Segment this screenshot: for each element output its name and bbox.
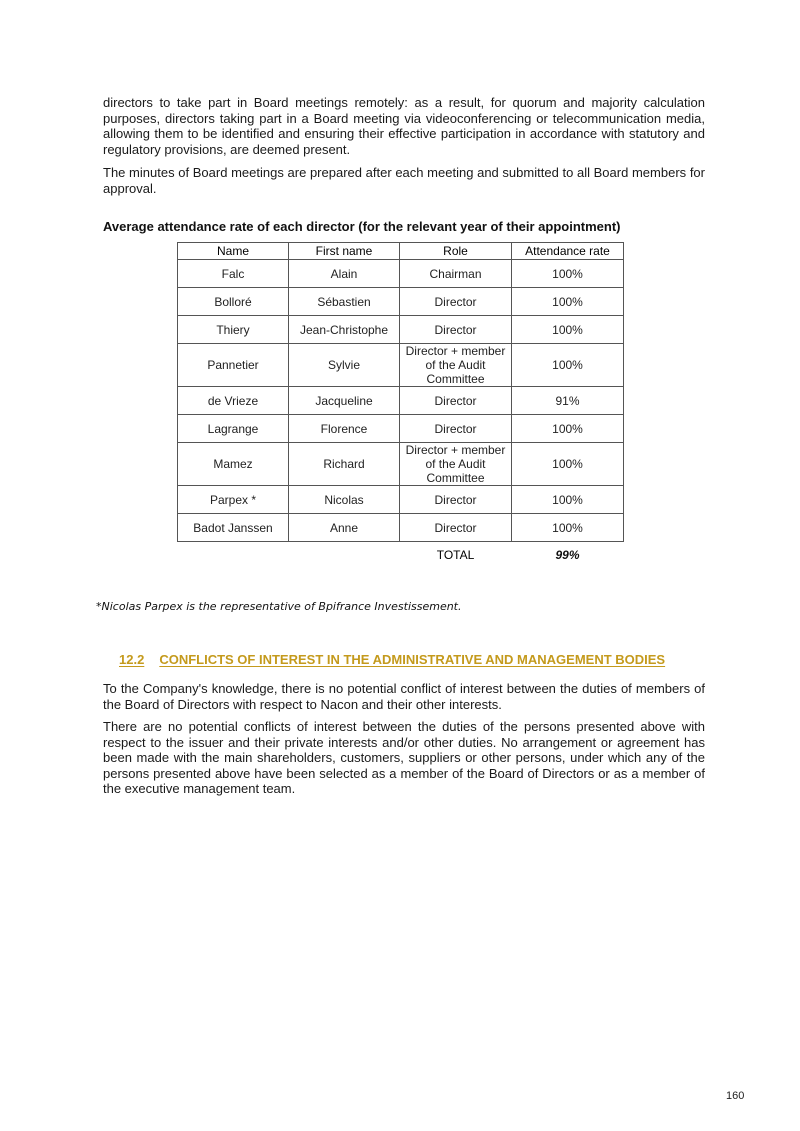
section-number: 12.2 xyxy=(119,652,145,667)
cell-first-name: Jean-Christophe xyxy=(289,316,400,344)
total-value: 99% xyxy=(555,548,580,562)
cell-role: Director xyxy=(400,415,512,443)
table-row xyxy=(178,443,624,486)
cell-name: Mamez xyxy=(178,443,289,486)
cell-role: Director + member of the Audit Committee xyxy=(400,344,512,387)
total-label: TOTAL xyxy=(436,548,475,562)
cell-first-name: Nicolas xyxy=(289,486,400,514)
column-header-role: Role xyxy=(400,243,512,260)
table-row xyxy=(178,486,624,514)
table-row xyxy=(178,344,624,387)
table-row xyxy=(178,260,624,288)
cell-name: Parpex * xyxy=(178,486,289,514)
cell-name: Badot Janssen xyxy=(178,514,289,542)
paragraph-board-remote-participation: directors to take part in Board meetings remotely: as a result, for quorum and majority calculation purposes, directors taking part in a Board meeting via videoconferencing or telecommunication media, allowing them to be identified and ensuring their effective participation in accordance with statutory and regulatory provisions, are deemed present. xyxy=(103,95,705,157)
cell-first-name: Florence xyxy=(289,415,400,443)
table-header-row xyxy=(178,243,624,260)
cell-attendance-rate: 100% xyxy=(512,344,624,387)
footnote: *Nicolas Parpex is the representative of Bpifrance Investissement. xyxy=(96,600,462,613)
cell-first-name: Sébastien xyxy=(289,288,400,316)
cell-attendance-rate: 100% xyxy=(512,316,624,344)
cell-attendance-rate: 100% xyxy=(512,486,624,514)
cell-first-name: Anne xyxy=(289,514,400,542)
column-header-attendance-rate: Attendance rate xyxy=(512,243,624,260)
cell-role: Director + member of the Audit Committee xyxy=(400,443,512,486)
table-row xyxy=(178,514,624,542)
page-number: 160 xyxy=(726,1090,745,1102)
paragraph-conflict-knowledge: To the Company's knowledge, there is no potential conflict of interest between the duties of members of the Board of Directors with respect to Nacon and their other interests. xyxy=(103,681,705,712)
table-row xyxy=(178,288,624,316)
cell-role: Director xyxy=(400,387,512,415)
section-heading xyxy=(119,652,665,667)
cell-attendance-rate: 100% xyxy=(512,514,624,542)
cell-attendance-rate: 91% xyxy=(512,387,624,415)
cell-role: Director xyxy=(400,514,512,542)
cell-attendance-rate: 100% xyxy=(512,415,624,443)
cell-name: Falc xyxy=(178,260,289,288)
cell-first-name: Jacqueline xyxy=(289,387,400,415)
paragraph-no-conflicts: There are no potential conflicts of interest between the duties of the persons presented above with respect to the issuer and their private interests and/or other duties. No arrangement or agreement has been made with the main shareholders, customers, suppliers or other persons, under which any of the persons presented above have been selected as a member of the Board of Directors or as a member of the executive management team. xyxy=(103,719,705,796)
cell-name: Thiery xyxy=(178,316,289,344)
cell-name: Pannetier xyxy=(178,344,289,387)
column-header-name: Name xyxy=(178,243,289,260)
cell-name: Bolloré xyxy=(178,288,289,316)
cell-role: Director xyxy=(400,316,512,344)
cell-first-name: Sylvie xyxy=(289,344,400,387)
paragraph-board-minutes: The minutes of Board meetings are prepared after each meeting and submitted to all Board members for approval. xyxy=(103,165,705,196)
cell-role: Chairman xyxy=(400,260,512,288)
cell-role: Director xyxy=(400,288,512,316)
table-row xyxy=(178,387,624,415)
column-header-first-name: First name xyxy=(289,243,400,260)
table-row xyxy=(178,415,624,443)
section-title: CONFLICTS OF INTEREST IN THE ADMINISTRATIVE AND MANAGEMENT BODIES xyxy=(159,652,666,667)
attendance-table-title: Average attendance rate of each director (for the relevant year of their appointment) xyxy=(103,219,621,234)
cell-first-name: Alain xyxy=(289,260,400,288)
table-row xyxy=(178,316,624,344)
cell-name: de Vrieze xyxy=(178,387,289,415)
table-total-row xyxy=(178,542,624,569)
cell-first-name: Richard xyxy=(289,443,400,486)
attendance-table xyxy=(177,242,624,568)
cell-attendance-rate: 100% xyxy=(512,443,624,486)
cell-name: Lagrange xyxy=(178,415,289,443)
cell-role: Director xyxy=(400,486,512,514)
cell-attendance-rate: 100% xyxy=(512,288,624,316)
cell-attendance-rate: 100% xyxy=(512,260,624,288)
